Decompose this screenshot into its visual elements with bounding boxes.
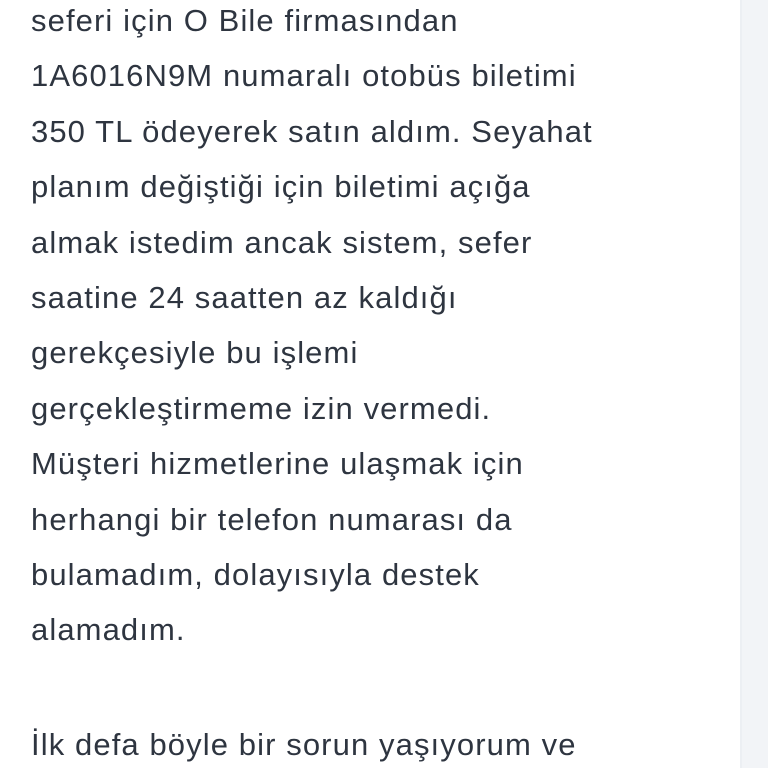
paragraph-2 <box>31 717 708 768</box>
paragraph-1 <box>31 0 708 658</box>
text-line: bulamadım, dolayısıyla destek <box>31 556 480 592</box>
text-line: gerçekleştirmeme izin vermedi. <box>31 390 492 426</box>
text-line: 1A6016N9M numaralı otobüs biletimi <box>31 58 577 94</box>
right-background-strip <box>740 0 768 768</box>
text-line: almak istedim ancak sistem, sefer <box>31 224 533 260</box>
text-line: herhangi bir telefon numarası da <box>31 501 513 537</box>
text-line: 350 TL ödeyerek satın aldım. Seyahat <box>31 113 593 149</box>
text-line: saatine 24 saatten az kaldığı <box>31 279 458 315</box>
text-line: alamadım. <box>31 612 186 648</box>
text-line: İlk defa böyle bir sorun yaşıyorum ve <box>31 726 577 762</box>
text-line: Müşteri hizmetlerine ulaşmak için <box>31 446 524 482</box>
text-line: planım değiştiği için biletimi açığa <box>31 169 531 205</box>
text-line: gerekçesiyle bu işlemi <box>31 335 359 371</box>
complaint-body-text <box>31 0 708 768</box>
text-line: seferi için O Bile firmasından <box>31 3 459 38</box>
